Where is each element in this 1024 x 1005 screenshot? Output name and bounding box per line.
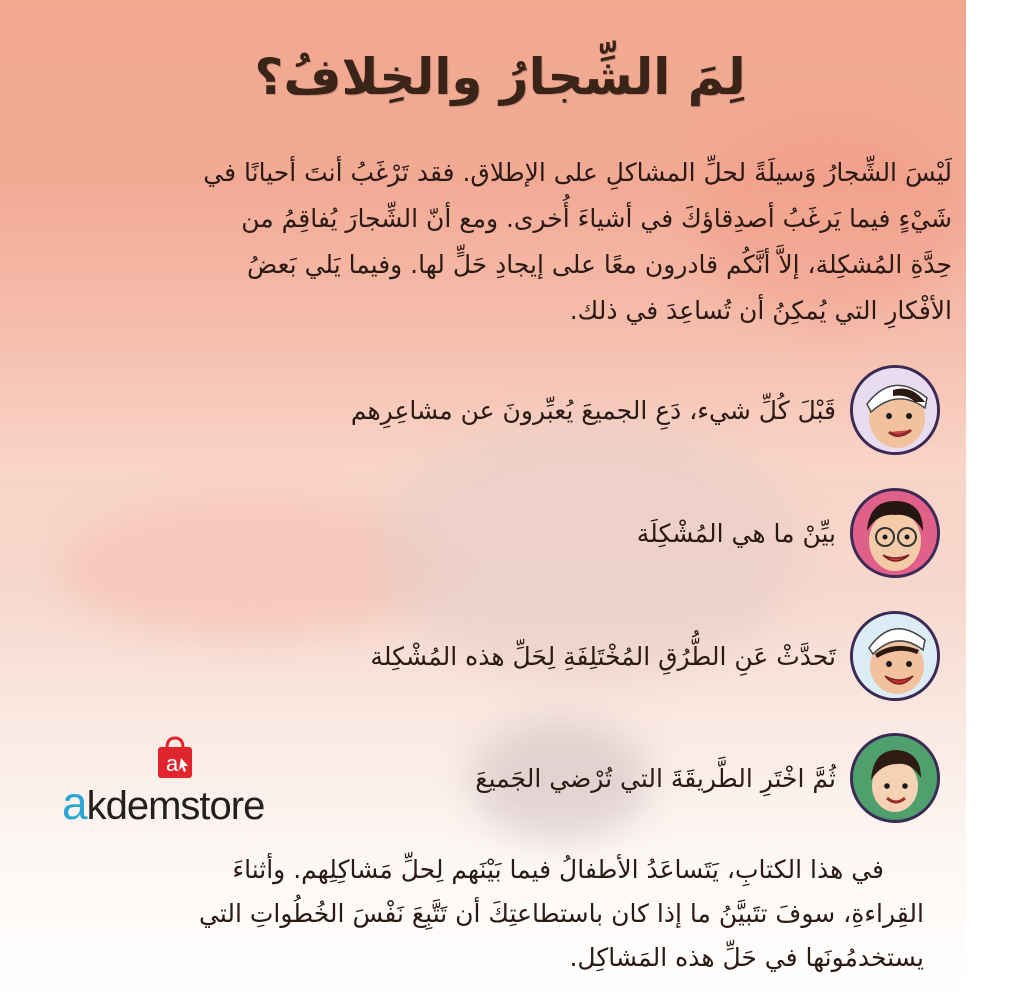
boy-glasses-avatar-icon xyxy=(850,488,940,578)
watermark-brand-rest: kdemstore xyxy=(86,784,265,828)
page-margin xyxy=(966,0,1024,1005)
boy-white-cap-smiling-avatar-icon xyxy=(850,611,940,701)
page-title: لِمَ الشِّجارُ والخِلافُ؟ xyxy=(254,48,746,106)
step-text: تَحدَّثْ عَنِ الطُّرُقِ المُخْتَلِفَةِ لِحَلِّ هذه المُشْكِلة xyxy=(370,641,836,671)
closing-paragraph xyxy=(118,848,924,980)
watermark-brand xyxy=(62,776,264,830)
step-text: ثُمَّ اخْتَرِ الطَّريقَةَ التي تُرْضي الجَميعَ xyxy=(475,763,836,793)
girl-green-scarf-avatar-icon xyxy=(850,733,940,823)
boy-white-cap-avatar-icon xyxy=(850,365,940,455)
intro-paragraph xyxy=(116,150,952,334)
step-2 xyxy=(200,483,940,583)
intro-line: الأفْكارِ التي يُمكِنُ أن تُساعِدَ في ذلك. xyxy=(569,296,952,325)
intro-line: حِدَّةِ المُشكِلة، إلاَّ أنَّكُم قادرون معًا على إيجادِ حَلٍّ لها. وفيما يَلي بَعضُ xyxy=(246,250,952,279)
shopping-bag-icon xyxy=(155,736,195,780)
closing-line: في هذا الكتابِ، يَتَساعَدُ الأطفالُ فيما بَيْنَهم لِحلِّ مَشاكِلِهم. وأثناءَ xyxy=(232,855,884,884)
step-3 xyxy=(200,606,940,706)
intro-line: شَيْءٍ فيما يَرغَبُ أصدِقاؤكَ في أشياءَ أُخرى. ومع أنّ الشِّجارَ يُفاقِمُ من xyxy=(241,204,952,233)
closing-line: يستخدمُونَها في حَلِّ هذه المَشاكِل. xyxy=(569,943,924,972)
step-1 xyxy=(200,360,940,460)
step-text: بيِّنْ ما هي المُشْكِلَة xyxy=(636,518,836,548)
watermark-brand-accent: a xyxy=(62,777,87,829)
step-text: قَبْلَ كُلِّ شيء، دَعِ الجميعَ يُعبِّرونَ عن مشاعِرِهم xyxy=(350,395,836,425)
bag-letter: a xyxy=(166,751,179,776)
akdemstore-watermark xyxy=(62,736,302,829)
step-4 xyxy=(200,728,940,828)
closing-line: القِراءةِ، سوفَ تتَبيَّنُ ما إذا كان باستطاعتِكَ أن تَتَّبِعَ نَفْسَ الخُطُواتِ التي xyxy=(199,899,924,928)
intro-line: لَيْسَ الشِّجارُ وَسيلَةً لحلِّ المشاكلِ على الإطلاق. فقد تَرْغَبُ أنتَ أحيانًا في xyxy=(203,158,952,187)
